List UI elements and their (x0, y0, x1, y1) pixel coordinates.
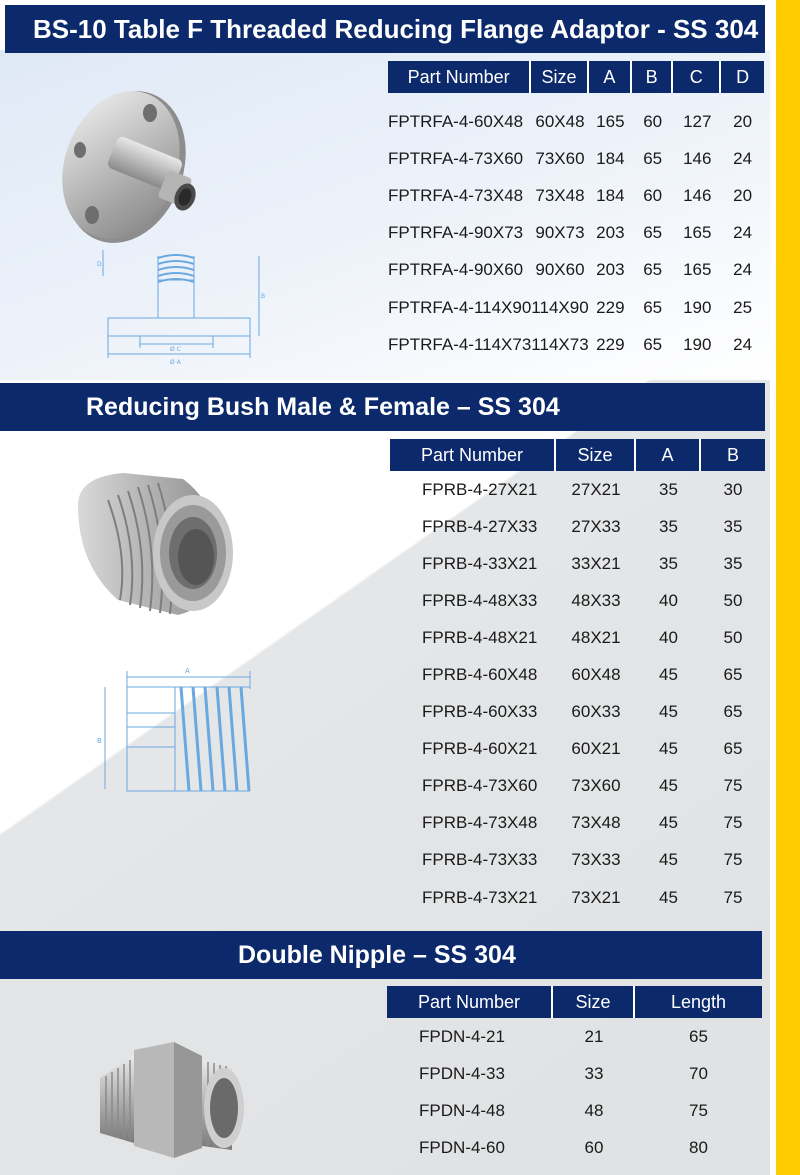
table-cell: 24 (733, 260, 753, 280)
table-cell: 65 (723, 702, 743, 722)
part-number-cell: FPTRFA-4-90X73 (388, 223, 524, 243)
flange-dim-d: D (97, 261, 102, 268)
table-cell: 73X48 (571, 813, 621, 833)
section-title-flange-adaptor: BS-10 Table F Threaded Reducing Flange Adaptor - SS 304 (5, 5, 765, 53)
column-header: B (701, 439, 765, 471)
table-cell: 75 (723, 887, 743, 907)
double-nipple-image (92, 1038, 252, 1158)
table-cell: 190 (683, 334, 712, 354)
part-number-cell: FPDN-4-33 (419, 1063, 505, 1083)
table-cell: 45 (659, 850, 678, 870)
bush-dim-a: A (185, 667, 190, 675)
table-cell: 60X48 (535, 111, 585, 131)
column-header: Length (635, 986, 762, 1018)
table-cell: 48 (584, 1100, 604, 1120)
column-header: A (636, 439, 701, 471)
column-header: A (589, 61, 632, 93)
table-cell: 65 (643, 223, 663, 243)
table-body (390, 471, 765, 916)
table-cell: 30 (723, 479, 743, 499)
table-cell: 33X21 (571, 553, 621, 573)
table-cell: 65 (723, 739, 743, 759)
table-cell: 35 (723, 516, 743, 536)
table-cell: 50 (723, 590, 743, 610)
table-row (387, 1055, 762, 1092)
table-header-row (388, 61, 764, 93)
column-header: Size (556, 439, 636, 471)
section-title-reducing-bush: Reducing Bush Male & Female – SS 304 (0, 383, 765, 431)
table-cell: 203 (596, 223, 625, 243)
part-number-cell: FPRB-4-73X48 (422, 813, 538, 833)
table-cell: 60X21 (571, 739, 621, 759)
column-header: Part Number (390, 439, 556, 471)
part-number-cell: FPRB-4-60X21 (422, 739, 538, 759)
table-cell: 27X33 (571, 516, 621, 536)
part-number-cell: FPDN-4-60 (419, 1138, 505, 1158)
table-cell: 146 (683, 185, 712, 205)
table-row (390, 842, 765, 879)
column-header: Size (531, 61, 588, 93)
bush-dim-b: B (97, 737, 102, 745)
table-cell: 60 (643, 185, 663, 205)
table-cell: 60 (643, 111, 663, 131)
table-cell: 73X48 (535, 185, 585, 205)
table-cell: 24 (733, 334, 753, 354)
flange-dim-a: Ø A (170, 359, 181, 366)
part-number-cell: FPTRFA-4-90X60 (388, 260, 524, 280)
table-row (390, 471, 765, 508)
table-cell: 65 (723, 665, 743, 685)
table-row (390, 619, 765, 656)
table-cell: 45 (659, 702, 678, 722)
table-row (388, 252, 764, 289)
table-cell: 80 (689, 1138, 708, 1158)
table-body (388, 93, 764, 363)
table-cell: 45 (659, 739, 678, 759)
table-cell: 75 (723, 776, 743, 796)
reducing-bush-drawing (95, 665, 270, 795)
part-number-cell: FPRB-4-60X48 (422, 665, 538, 685)
table-cell: 24 (733, 148, 753, 168)
part-number-cell: FPRB-4-27X21 (422, 479, 538, 499)
table-cell: 45 (659, 887, 678, 907)
table-cell: 184 (596, 185, 625, 205)
table-cell: 65 (643, 334, 663, 354)
table-cell: 24 (733, 223, 753, 243)
table-cell: 45 (659, 813, 678, 833)
table-cell: 25 (733, 297, 753, 317)
part-number-cell: FPRB-4-73X60 (422, 776, 538, 796)
table-cell: 35 (659, 516, 678, 536)
table-cell: 21 (584, 1026, 604, 1046)
part-number-cell: FPDN-4-21 (419, 1026, 505, 1046)
table-row (390, 545, 765, 582)
table-row (390, 879, 765, 916)
accent-strip (776, 0, 800, 1175)
table-cell: 73X33 (571, 850, 621, 870)
double-nipple-table (387, 986, 762, 1167)
table-cell: 90X73 (535, 223, 585, 243)
table-header (387, 986, 762, 1018)
table-cell: 20 (733, 111, 753, 131)
table-cell: 60 (584, 1138, 604, 1158)
part-number-cell: FPTRFA-4-73X48 (388, 185, 524, 205)
table-cell: 75 (723, 850, 743, 870)
table-row (388, 93, 764, 140)
table-row (390, 656, 765, 693)
table-row (390, 731, 765, 768)
table-cell: 40 (659, 627, 678, 647)
table-row (388, 215, 764, 252)
part-number-cell: FPTRFA-4-114X73 (388, 334, 532, 354)
table-cell: 45 (659, 776, 678, 796)
part-number-cell: FPTRFA-4-60X48 (388, 111, 524, 131)
table-row (390, 508, 765, 545)
table-cell: 165 (596, 111, 625, 131)
section-title-double-nipple: Double Nipple – SS 304 (0, 931, 762, 979)
column-header: C (673, 61, 721, 93)
flange-dim-b: B (261, 293, 266, 300)
table-cell: 27X21 (571, 479, 621, 499)
flange-dim-c: Ø C (170, 346, 181, 353)
table-row (390, 768, 765, 805)
table-cell: 65 (643, 148, 663, 168)
table-cell: 146 (683, 148, 712, 168)
column-header: Part Number (387, 986, 553, 1018)
table-cell: 114X73 (531, 334, 589, 354)
table-cell: 75 (689, 1100, 708, 1120)
table-body (387, 1018, 762, 1167)
table-row (388, 177, 764, 214)
flange-adaptor-table (388, 61, 764, 363)
table-row (388, 140, 764, 177)
table-cell: 65 (643, 260, 663, 280)
table-cell: 229 (596, 297, 625, 317)
table-cell: 73X21 (571, 887, 621, 907)
part-number-cell: FPRB-4-73X21 (422, 887, 538, 907)
column-header: Size (553, 986, 635, 1018)
table-cell: 65 (689, 1026, 708, 1046)
table-cell: 33 (584, 1063, 604, 1083)
table-cell: 35 (723, 553, 743, 573)
column-header: B (632, 61, 673, 93)
table-header-row (390, 439, 765, 471)
table-cell: 190 (683, 297, 712, 317)
table-header (388, 61, 764, 93)
part-number-cell: FPRB-4-73X33 (422, 850, 538, 870)
table-cell: 40 (659, 590, 678, 610)
table-cell: 165 (683, 223, 712, 243)
table-row (390, 805, 765, 842)
table-cell: 73X60 (571, 776, 621, 796)
table-cell: 60X48 (571, 665, 621, 685)
table-cell: 229 (596, 334, 625, 354)
reducing-bush-table (390, 439, 765, 916)
table-cell: 48X33 (571, 590, 621, 610)
table-header-row (387, 986, 762, 1018)
table-cell: 70 (689, 1063, 708, 1083)
table-cell: 35 (659, 553, 678, 573)
table-row (390, 582, 765, 619)
table-cell: 35 (659, 479, 678, 499)
column-header: D (721, 61, 764, 93)
table-cell: 114X90 (531, 297, 589, 317)
part-number-cell: FPRB-4-60X33 (422, 702, 538, 722)
part-number-cell: FPDN-4-48 (419, 1100, 505, 1120)
part-number-cell: FPRB-4-33X21 (422, 553, 538, 573)
table-cell: 165 (683, 260, 712, 280)
part-number-cell: FPRB-4-48X21 (422, 627, 538, 647)
column-header: Part Number (388, 61, 531, 93)
table-cell: 45 (659, 665, 678, 685)
table-header (390, 439, 765, 471)
part-number-cell: FPTRFA-4-73X60 (388, 148, 524, 168)
flange-adaptor-image (50, 85, 210, 250)
table-cell: 65 (643, 297, 663, 317)
table-cell: 48X21 (571, 627, 621, 647)
table-row (387, 1018, 762, 1055)
table-row (390, 694, 765, 731)
reducing-bush-image (68, 465, 238, 625)
table-row (387, 1092, 762, 1129)
table-row (387, 1130, 762, 1167)
table-cell: 203 (596, 260, 625, 280)
table-cell: 184 (596, 148, 625, 168)
table-cell: 90X60 (535, 260, 585, 280)
table-cell: 60X33 (571, 702, 621, 722)
table-cell: 20 (733, 185, 753, 205)
part-number-cell: FPTRFA-4-114X90 (388, 297, 532, 317)
table-row (388, 326, 764, 363)
table-cell: 127 (683, 111, 712, 131)
part-number-cell: FPRB-4-48X33 (422, 590, 538, 610)
table-cell: 75 (723, 813, 743, 833)
part-number-cell: FPRB-4-27X33 (422, 516, 538, 536)
flange-adaptor-drawing (95, 248, 270, 373)
table-cell: 50 (723, 627, 743, 647)
table-cell: 73X60 (535, 148, 585, 168)
table-row (388, 289, 764, 326)
